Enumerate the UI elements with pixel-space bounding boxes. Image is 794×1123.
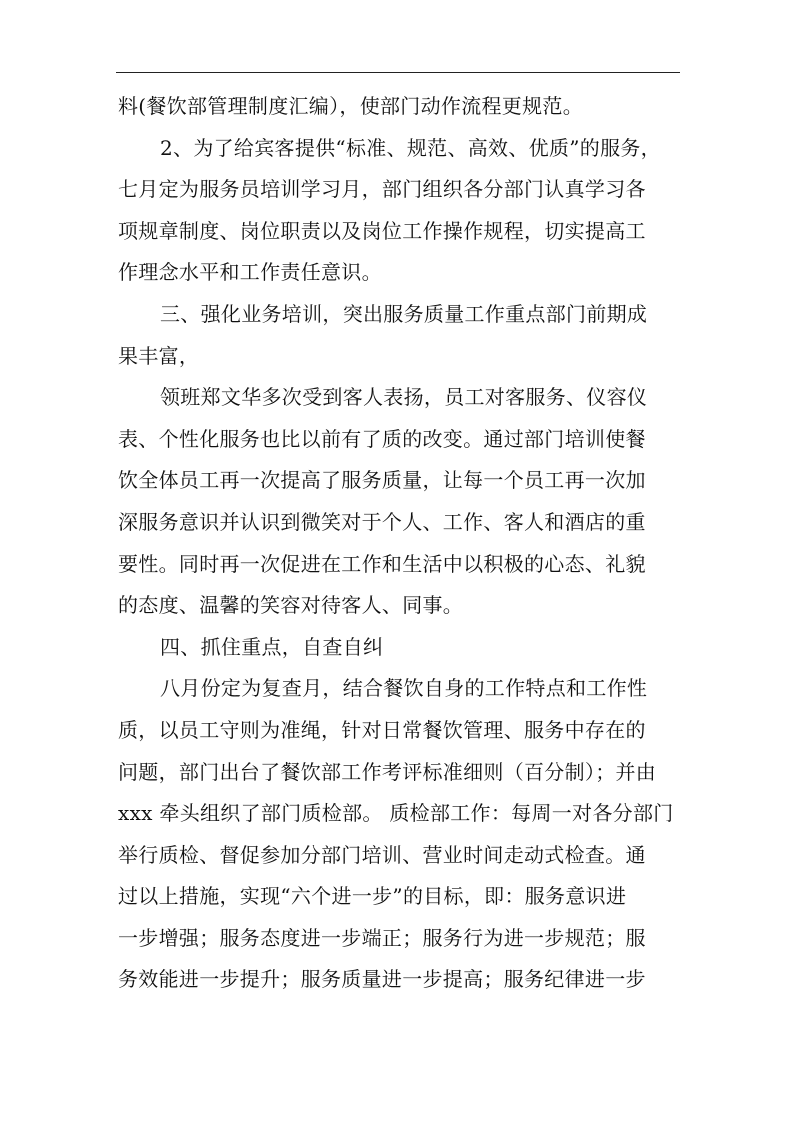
text-line: 过以上措施，实现“六个进一步”的目标，即：服务意识进 xyxy=(118,884,627,909)
text-line: 质，以员工守则为准绳，针对日常餐饮管理、服务中存在的 xyxy=(118,717,646,742)
text-line: 要性。同时再一次促进在工作和生活中以积极的心态、礼貌 xyxy=(118,551,646,576)
document-body xyxy=(118,86,684,1001)
text-line: 表、个性化服务也比以前有了质的改变。通过部门培训使餐 xyxy=(118,426,646,451)
header-rule xyxy=(116,72,680,73)
text-line: 料(餐饮部管理制度汇编），使部门动作流程更规范。 xyxy=(118,94,584,118)
text-line: 的态度、温馨的笑容对待客人、同事。 xyxy=(118,593,464,618)
text-line: 作理念水平和工作责任意识。 xyxy=(118,260,382,285)
text-line: 项规章制度、岗位职责以及岗位工作操作规程，切实提高工 xyxy=(118,218,646,243)
text-line: 领班郑文华多次受到客人表扬，员工对客服务、仪容仪 xyxy=(160,385,648,410)
text-line: 一步增强；服务态度进一步端正；服务行为进一步规范；服 xyxy=(118,925,646,950)
text-line: 饮全体员工再一次提高了服务质量，让每一个员工再一次加 xyxy=(118,468,646,493)
text-line: 2、为了给宾客提供“标准、规范、高效、优质”的服务， xyxy=(160,135,661,160)
text-line: 举行质检、督促参加分部门培训、营业时间走动式检查。通 xyxy=(118,842,646,867)
section-heading: 三、强化业务培训，突出服务质量工作重点部门前期成 xyxy=(160,301,648,326)
text-line: xxx 牵头组织了部门质检部。 质检部工作：每周一对各分部门 xyxy=(118,801,674,826)
text-line: 七月定为服务员培训学习月，部门组织各分部门认真学习各 xyxy=(118,177,646,202)
text-line: 务效能进一步提升；服务质量进一步提高；服务纪律进一步 xyxy=(118,967,646,992)
text-line: 深服务意识并认识到微笑对于个人、工作、客人和酒店的重 xyxy=(118,509,646,534)
text-line: 问题，部门出台了餐饮部工作考评标准细则（百分制）；并由 xyxy=(118,759,657,784)
section-heading: 四、抓住重点，自查自纠 xyxy=(160,634,384,659)
text-line: 八月份定为复查月，结合餐饮自身的工作特点和工作性 xyxy=(160,676,648,701)
section-heading-cont: 果丰富， xyxy=(118,343,200,368)
